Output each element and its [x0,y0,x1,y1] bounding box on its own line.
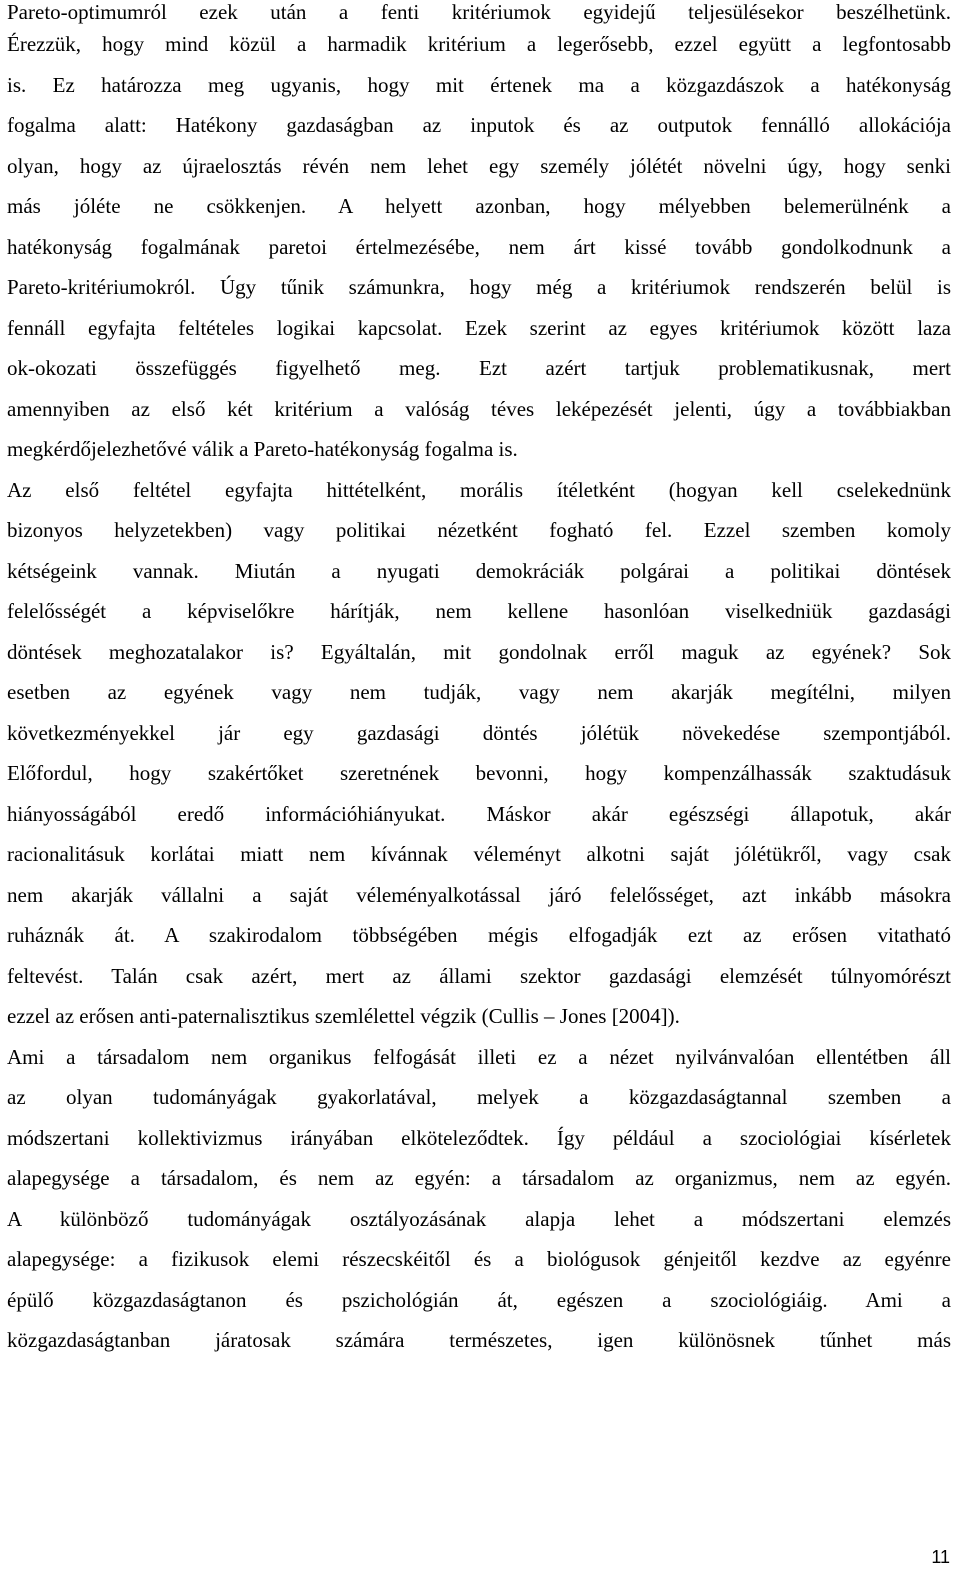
text-line: nem akarják vállalni a saját véleményalkotással járó felelősséget, azt inkább másokra [7,882,951,907]
text-line: ezzel az erősen anti-paternalisztikus szemlélettel végzik (Cullis – Jones [2004]). [7,1004,680,1028]
text-line: döntések meghozatalakor is? Egyáltalán, mit gondolnak erről maguk az egyének? Sok [7,639,951,664]
text-line: amennyiben az első két kritérium a valóság téves leképezését jelenti, úgy a továbbiakban [7,396,951,421]
text-line: más jóléte ne csökkenjen. A helyett azonban, hogy mélyebben belemerülnénk a [7,194,951,218]
text-line: közgazdaságtanban járatosak számára természetes, igen különösnek tűnhet más [7,1328,951,1352]
text-line: épülő közgazdaságtanon és pszichológián át, egészen a szociológiáig. Ami a [7,1287,951,1312]
text-line: fennáll egyfajta feltételes logikai kapcsolat. Ezek szerint az egyes kritériumok között laza [7,315,951,340]
text-line: A különböző tudományágak osztályozásának alapja lehet a módszertani elemzés [7,1206,951,1231]
text-line: ruháznák át. A szakirodalom többségében mégis elfogadják ezt az erősen vitatható [7,923,951,947]
text-line: olyan, hogy az újraelosztás révén nem lehet egy személy jólétét növelni úgy, hogy senki [7,153,951,178]
text-line: fogalma alatt: Hatékony gazdaságban az inputok és az outputok fennálló allokációja [7,113,951,137]
text-line: bizonyos helyzetekben) vagy politikai nézetként fogható fel. Ezzel szemben komoly [7,518,951,542]
text-line: esetben az egyének vagy nem tudják, vagy nem akarják megítélni, milyen [7,680,951,704]
text-line: alapegysége a társadalom, és nem az egyén: a társadalom az organizmus, nem az egyén. [7,1166,951,1190]
text-line: ok-okozati összefüggés figyelhető meg. Ezt azért tartjuk problematikusnak, mert [7,356,951,380]
document-page [7,0,951,1361]
text-line: racionalitásuk korlátai miatt nem kívánnak véleményt alkotni saját jólétükről, vagy csak [7,842,951,866]
text-line: következményekkel jár egy gazdasági döntés jólétük növekedése szempontjából. [7,720,951,745]
text-line: Pareto-kritériumokról. Úgy tűnik számunkra, hogy még a kritériumok rendszerén belül is [7,275,951,299]
text-line: is. Ez határozza meg ugyanis, hogy mit értenek ma a közgazdászok a hatékonyság [7,72,951,97]
text-line: alapegysége: a fizikusok elemi részecskéitől és a biológusok génjeitől kezdve az egyénre [7,1247,951,1271]
text-line: Pareto-optimumról ezek után a fenti kritériumok egyidejű teljesülésekor beszélhetünk. [7,0,951,24]
text-line: módszertani kollektivizmus irányában elköteleződtek. Így például a szociológiai kísérletek [7,1125,951,1150]
text-line: hiányosságából eredő információhiányukat. Máskor akár egészségi állapotuk, akár [7,801,951,826]
text-line: Érezzük, hogy mind közül a harmadik kritérium a legerősebb, ezzel együtt a legfontosabb [7,32,951,56]
text-line: kétségeink vannak. Miután a nyugati demokráciák polgárai a politikai döntések [7,558,951,583]
text-line: felelősségét a képviselőkre hárítják, nem kellene hasonlóan viselkedniük gazdasági [7,599,951,623]
page-number: 11 [931,1547,950,1567]
text-line: az olyan tudományágak gyakorlatával, melyek a közgazdaságtannal szemben a [7,1085,951,1109]
text-line: feltevést. Talán csak azért, mert az állami szektor gazdasági elemzését túlnyomórészt [7,963,951,988]
text-line: Az első feltétel egyfajta hittételként, morális ítéletként (hogyan kell cselekednünk [7,477,951,502]
text-line: hatékonyság fogalmának paretoi értelmezésébe, nem árt kissé tovább gondolkodnunk a [7,234,951,259]
text-line: Előfordul, hogy szakértőket szeretnének bevonni, hogy kompenzálhassák szaktudásuk [7,761,951,785]
text-line: megkérdőjelezhetővé válik a Pareto-hatékonyság fogalma is. [7,437,518,461]
text-line: Ami a társadalom nem organikus felfogását illeti ez a nézet nyilvánvalóan ellentétben áll [7,1044,951,1069]
